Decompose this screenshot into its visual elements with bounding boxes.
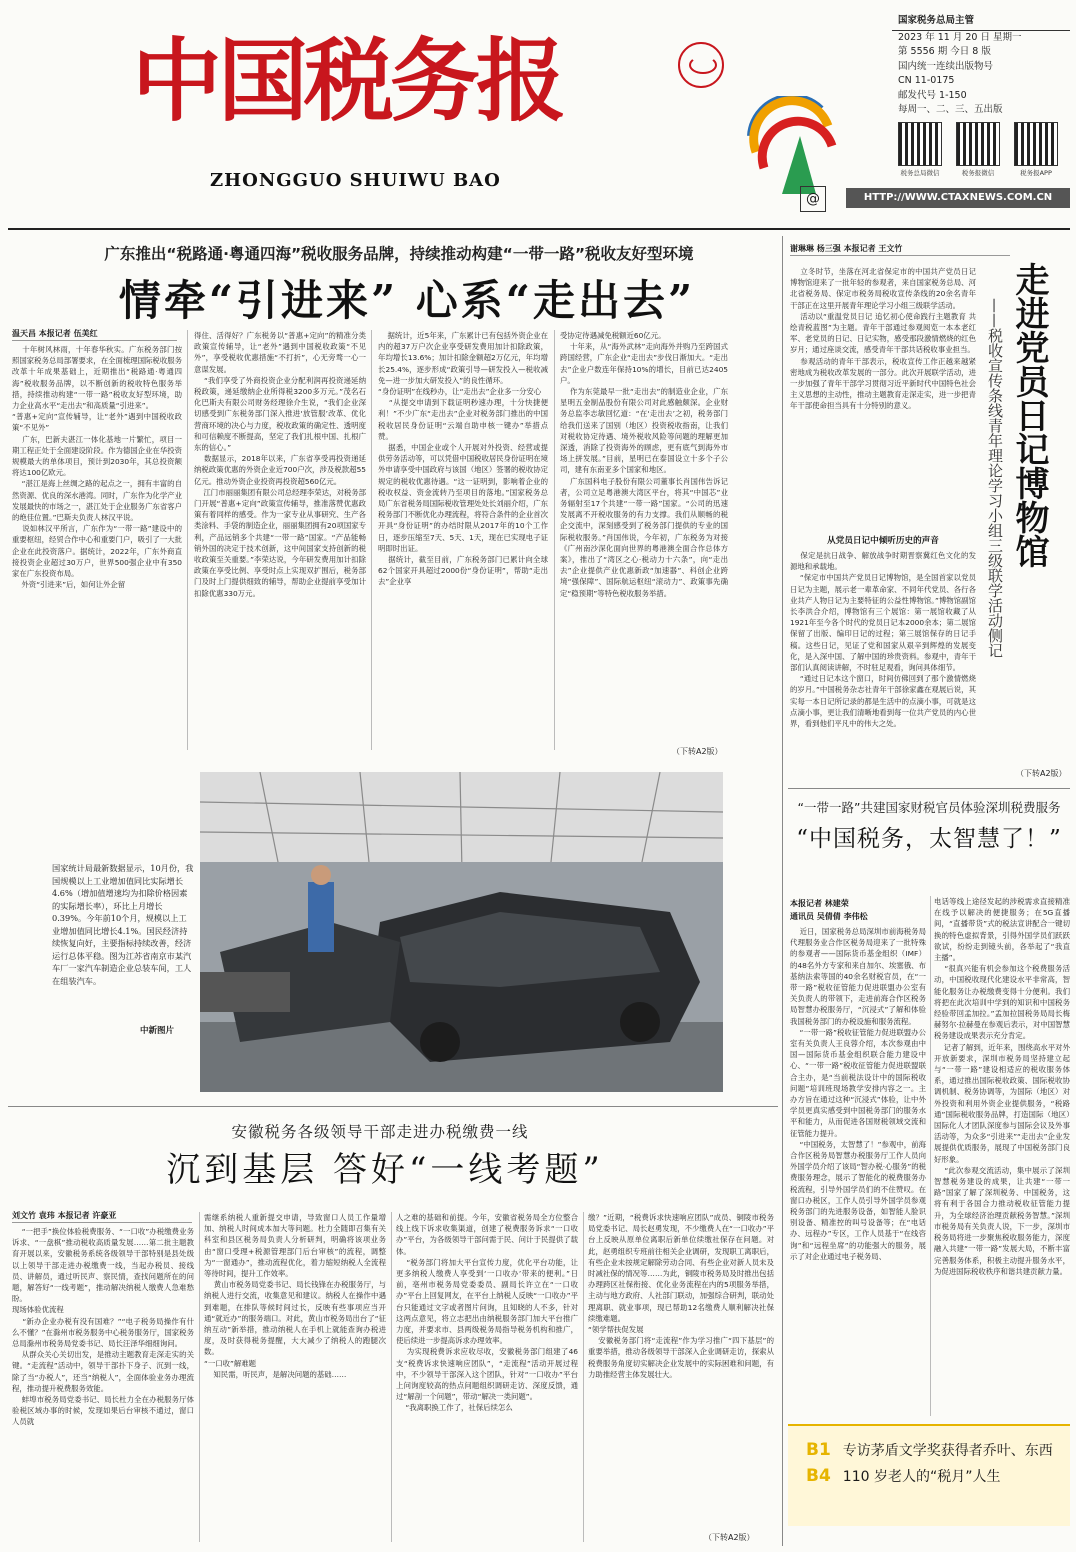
story3-kicker: “一带一路”共建国家财税官员体验深圳税费服务 (797, 800, 1061, 815)
right-story-continuation: （下转A2版） (1016, 769, 1067, 778)
story1-byline: 温天昌 本报记者 伍美红 (12, 328, 177, 341)
story2-continuation: （下转A2版） (704, 1533, 755, 1542)
info-line: 每周一、二、三、五出版 (898, 104, 1003, 115)
website-url[interactable]: HTTP://WWW.CTAXNEWS.COM.CN (846, 188, 1070, 208)
column-rule (554, 330, 555, 750)
story1-continuation: （下转A2版） (672, 747, 723, 756)
qr-icon (898, 122, 942, 166)
qr-icon (956, 122, 1000, 166)
index-item[interactable] (802, 1466, 1070, 1486)
story1-column: 十年树风林雨，十年春华秋实。广东税务部门按照国家税务总局部署要求，在全面梳理国际税收服务改革十年成果基础上，近期推出“税路通·粤通四海”税收服务品牌，以不断创新的税收特色服务举措，持续推动构建“一带一路”税收友好型环境，助力企业高水平“走出去”和高质量“引进来”。 “普惠+定向”宣传辅导，让“老外”遇到中国税收政策“不见外” 广东，巴新夫湛江一体化基地一片繁忙，项目一期工程正处于全面建设阶段。作为德国企业在华投资规模最大的单体项目，预计到2030年，其总投资额将达100亿欧元。 “湛江是海上丝绸之路的起点之一，拥有丰富的自然资源、优良的深水港湾。同时，广东作为化学产业发展最快的市场之一，湛江处于企业服务广东省客户的绝佳位置。”巴斯夫负责人林汉平说。 说如林汉平所言，广东作为“一带一路”建设中的重要枢纽，经贸合作中心和重要门户，吸引了一大批企业在此投资落户。据统计，2022年，广东外商直接投资企业超过30万户，世界500强企业中有350家在广东投资布局。 外资“引进来”后，如何让外企留 (12, 345, 182, 590)
story2-column: 需继系纳税人重新提交申请，导致窗口人员工作量增加、纳税人时间成本加大等问题。杜力全随即召集有关科室和县区税务局负责人分析研判，明确将该项业务由“窗口受理+税源管理部门后台审核”的流程，调整为“一窗通办”，推动流程优化，着力缩短纳税人全流程等待时间，提升工作效率。 黄山市税务局党委书记、局长钱锋在办税服务厅，与纳税人进行交流，收集意见和建议。纳税人在操作中遇到难题，在排队等候时间过长，反映有些事项应当开通“就近办”的服务端口。对此，黄山市税务局出台了“征纳互动”新举措，推动纳税人在手机上就能查询办税进度，及时获得税务提醒，大大减少了纳税人的跑腿次数。 “一口收”解难题 知民需，听民声，是解决问题的基础…… (204, 1213, 386, 1379)
story1-column: 得住、活得好？广东税务以“普惠+定向”的精准分类政策宣传辅导，让“老外”遇到中国税收政策“不见外”，享受税收优惠措施“不打折”，心无旁骛一心一意谋发展。 “我们享受了外商投资企业分配利润再投资递延纳税政策，递延缴纳企业所得税3200多万元。”茂名石化巴斯夫有限公司财务经理徐介生说，“我们企业深切感受到广东税务部门深入推进‘放管服’改革、优化营商环境的决心与力度，税收政策的确定性、透明度和可信赖度不断提高，坚定了我们扎根中国、扎根广东的信心。” 数据显示，2018年以来，广东省享受再投资递延纳税政策优惠的外资企业近700户次，涉及税款超55亿元。推动外资企业投资再投资超560亿元。 江门市丽丽集团有限公司总经理李荣达，对税务部门开展“普惠+定向”政策宣传辅导，推准落赞优惠政策有着同样的感受。作为一家专业从事研究、生产各类涂料、手袋的制造企业，丽丽集团拥有20项国家专利，产品远销多个共建“一带一路”国家。“产品能畅销外国的决定于技术创新，这中间国家支持创新的税收政策至关重要。”李荣达说，今年研发费用加计扣除政策在享受比例、享受时点上实现双扩围后，税务部门及时上门提供细致的辅导，帮助企业提前享受加计扣除优惠330万元。 (194, 331, 366, 598)
story1-column: 受协定待遇减免税额近60亿元。 十年来，从“海外武林”走向海外并购乃至跨国式跨国经营，广东企业“走出去”步伐日渐加大。“走出去”企业户数连年保持10%的增长，目前已达2405户。 作为东莞最早一批“走出去”的制造业企业，广东星明五金制品股份有限公司对此感触颇深。企业财务总监李志敏回忆道：“在‘走出去’之初，税务部门给我们送来了国别（地区）投资税收指南，让我们对税收协定待遇、境外税收风险等问题的理解更加深透，消除了投资海外的顾虑，更有底气到海外市场上拼发展。”目前，星明已在泰国设立十多个子公司，建有东南亚多个国家和地区。 广东国科电子股份有限公司董事长肖国伟告诉记者，公司立足粤港澳大湾区平台，将其“中国芯”业务辐射至17个共建“一带一路”国家。“公司的迅速发展离不开税收服务的有力支撑。我们从顺畅的税企交流中，深刻感受到了税务部门提供的专业的国际税收服务。”肖国伟说，今年初，广东税务为对接《广州南沙深化面向世界的粤港澳全面合作总体方案》，推出了“湾区之心·税动力十六条”，向“走出去”企业提供产业优惠新政“加速器”、科创企业跨境“强保障”、国际航运枢纽“滚动力”、政策事先确定“稳预期”等特色税收服务举措。 (560, 331, 728, 598)
qr-code-3 (1014, 122, 1058, 177)
seal-logo (678, 42, 724, 88)
qr-code-1 (898, 122, 942, 177)
info-line: 第 5556 期 今日 8 版 (898, 46, 991, 57)
column-rule (930, 896, 931, 1416)
story3-headline: “中国税务，太智慧了！” (796, 826, 1062, 852)
photo-caption: 国家统计局最新数据显示，10月份，我国规模以上工业增加值同比实际增长4.6%（增加值增速均为扣除价格因素的实际增长率），环比上月增长0.39%。今年前10个月，规模以上工业增加值同比增长4.1%。国民经济持续恢复向好，主要指标持续改善，经济运行总体平稳。图为江苏省南京市某汽车厂一家汽车制造企业总装车间，工人在组装汽车。 (52, 863, 194, 986)
qr-label: 税务总局微信 (900, 169, 940, 177)
column-rule (199, 1212, 200, 1542)
qr-label: 税务报微信 (961, 169, 995, 177)
story2-column: “一把手”换位体验税费服务、“一口收”办税缴费业务诉求、“一盘棋”推动税收高质量发展……第二批主题教育开展以来，安徽税务系统各级领导干部特别是县处级以上领导干部走进办税缴费一线，当起办税员、接线员、讲解员，通过听民声、察民情，查找问题所在的问题，解答好“一线考题”，推动解决纳税人缴费人急难愁盼。 现场体验优流程 “新办企业办税有没有国难？”“电子税务局操作有什么不懂？”在滁州市税务服务中心税务服务厅，国家税务总局滁州市税务局党委书记、局长汪泽华细细询问。 从群众关心关切出发，是推动主题教育走深走实的关键。“走流程”活动中，领导干部扑下身子、沉到一线，除了当“办税人”，还当“纳税人”，全面体验业务办理流程，推动提升税费服务效能。 蚌埠市税务局党委书记、局长杜力全在办税服务厅体验税区域办事的时候，发现如果后台审核不通过，窗口人员就 (12, 1227, 194, 1427)
emblem-logo (742, 96, 842, 200)
index-item[interactable] (802, 1440, 1070, 1460)
info-rule (892, 30, 1070, 31)
at-icon: @ (800, 186, 826, 212)
index-title: 专访茅盾文学奖获得者乔叶、东西 (842, 1443, 1053, 1459)
right-story-body: 立冬时节，坐落在河北省保定市的中国共产党员日记博物馆迎来了一批年轻的参观者，来自国家税务总局、河北省税务局、保定市税务局税收宣传条线的20余名青年干部正在这里开展青年理论学习小组三级联学活动。 活动以“重温党员日记 追忆初心使命践行主题教育 共绘青税蓝图”为主题。青年干部通过参观阅览一本本老红军、老党员的日记、日记实物，感受那段激情燃烧的红色岁月；通过座谈交流，感受青年干部共话税收事业担当。 参观活动的青年干部表示，税收宣传工作正越来越紧密地成为税收改革发展的一部分。此次开展联学活动，进一步加强了青年干部学习贯彻习近平新时代中国特色社会主义思想的主动性，推动主题教育走深走实，进一步把青年干部使命担当具有十分特别的意义。 (790, 267, 976, 411)
story3-column: 电话等线上途径发起的涉税需求直接精准在线予以解决的便捷服务；在5G直播间，“直播带货”式的税法宣讲配合一键切换的特色虚拟背景，引得外国学员们跃跃欲试，纷纷走到镜头前，各举起了“我直主播”。 “很真兴能有机会参加这个税费服务活动，中国税收现代化建设水平非常高，智能化服务让办税缴费变得十分便利。我们将把在此次培训中学到的知识和中国税务经验带回孟加拉。”孟加拉国税务局局长梅赫努尔·拉赫曼在参观后表示，对中国智慧税务建设成果表示充分肯定。 记者了解到，近年来，围绕高水平对外开放新要求，深圳市税务局坚持建立起与“一带一路”建设相适应的税收服务体系，通过推出国际税收政策、国际税收协调机制、税务协调等，为国际（地区）对外投资和利用外资企业提供服务，“税路通”国际税收服务品牌，打造国际（地区）国际化人才团队深度参与国际会议及外事活动等，为众多“引进来”“走出去”企业发展提供优质服务，展现了中国税务部门良好形象。 “此次参观交流活动，集中展示了深圳智慧税务建设的成果，让共建“一带一路”国家了解了深圳税务、中国税务，这将有利于各国合力推动税收征管能力提升，为全球经济治理贡献税务智慧。”深圳市税务局有关负责人说，下一步，深圳市税务局将进一步聚焦税收服务能力，深度融入共建“一带一路”发展大局，不断丰富完善服务体系，积极主动提升服务水平，为促进国际税收秩序和谐共建贡献力量。 (934, 897, 1070, 1276)
qr-icon (1014, 122, 1058, 166)
info-line: CN 11-0175 (898, 75, 955, 86)
page-index (788, 1424, 1070, 1526)
column-rule (187, 330, 188, 750)
story3-byline: 本报记者 林建荣 (790, 899, 849, 908)
right-story-body: 保定是抗日战争、解放战争时期晋察冀红色文化的发源地和承载地。 “保定市中国共产党员日记博物馆，是全国首家以党员日记为主题，展示老一辈革命家、不同年代党员、各行各业共产人物日记为主要特征的公益性博物馆。”博物馆副馆长李洪合介绍，博物馆有三个展馆：第一展馆收藏了从1921年至今各个时代的党员日记本2000余本；第二展馆保留了出版、编印日记的过程；第三展馆保存的日记手稿。这些日记，见证了党和国家从艰辛到辉煌的发展变化，是入深中国、了解中国的珍贵资料。参观中，青年干部们认真阅读讲解，不时驻足观看，询问具体细节。 “通过日记本这个窗口，时间仿佛回到了那个激情燃烧的岁月。”中国税务杂志社青年干部徐家鑫在观展后说，其实每一本日记所记录的都是生活中的点滴小事，可就是这点滴小事，更让我们清晰地看到每一位共产党员的内心世界，看到他们平凡中的伟大之处。 (790, 551, 976, 729)
story2-headline: 沉到基层 答好“一线考题” (166, 1150, 604, 1190)
column-rule (583, 1212, 584, 1542)
info-line: 国内统一连续出版物号 (898, 60, 994, 72)
section-divider (782, 236, 783, 1546)
story1-headline: 情牵“引进来” 心系“走出去” (118, 276, 696, 325)
index-title: 110 岁老人的“税月”人生 (842, 1469, 1001, 1485)
column-rule (391, 1212, 392, 1542)
story2-column: 人之难的基础和前提。今年，安徽省税务局全方位整合线上线下诉求收集渠道，创建了税费服务诉求“一口收办”平台，为各级领导干部问需于民、问计于民提供了载体。 “税务部门将加大平台宣传力度，优化平台功能，让更多纳税人缴费人享受到‘一口收办’带来的便利。”日前，亳州市税务局党委委员、副局长许立在“一口收办”平台上回复网友，在平台上纳税人反映“一口收办”平台只能通过文字或者图片问询，且知晓的人不多，针对这两点意见，将立志把出由纳税服务部门加大平台推广力度，并要求市、县两级税务局指导税务机构和推广，使后续进一步提高诉求办理效率。 为实现税费诉求应收尽收，安徽税务部门组建了46支“税费诉求快速响应团队”，“走流程”活动开展过程中，不少领导干部深入这个团队，针对“一口收办”平台上问询度较高的热点问题组织调研走访、深度反馈，通过“解剖一个问题”，带动“解决一类问题”。 “我离职换工作了，社保后续怎么 (396, 1213, 578, 1413)
section-divider (8, 1106, 778, 1107)
info-line: 邮发代号 1-150 (898, 89, 967, 101)
photo-credit: 中新图片 (140, 1026, 175, 1036)
story2-column: 缴？”近期，“税费诉求快速响应团队”成员、铜陵市税务局党委书记、局长赵勇发现，不少缴费人在“一口收办”平台上反映从原单位离职后新单位续缴社保存在问题。对此，赵勇组织专班前往相关企业调研，发现职工离职后，有些企业未按规定解除劳动合同、有些企业对新人员未及时减社保的情况等……为此，铜陵市税务局及时推出包括办理跨区社保衔接、优化业务流程在内的5项服务举措，主动与地方政府、人社部门联动，加强综合研判，联动处理离职、就业事项，现已帮助12名缴费人顺利解决社保续缴难题。 “领学帮扶促发展 安徽税务部门将“走流程”作为学习推广“四下基层”的重要举措，推动各级领导干部深入企业调研走访，探索从税费服务角度切实解决企业发展中的实际困难和问题，有力助推经营主体发展壮大。 (588, 1213, 774, 1379)
index-page: B1 (806, 1440, 831, 1460)
info-line: 2023 年 11 月 20 日 星期一 (898, 31, 1022, 43)
car-factory-photo (200, 772, 723, 1092)
story2-kicker: 安徽税务各级领导干部走进办税缴费一线 (231, 1123, 529, 1141)
section-divider (788, 788, 1070, 789)
masthead-pinyin: ZHONGGUO SHUIWU BAO (210, 170, 501, 191)
story1-column: 据统计，近5年来，广东累计已有包括外资企业在内的超37万户次企业享受研发费用加计扣除政策，年均增长13.6%；加计扣除金额超2万亿元，年均增长25.4%，逐步形成“政策引导—研发投入—税收减免—进一步加大研发投入”的良性循环。 “身份证明”在线秒办，让“走出去”企业多一分安心 “从提交申请到下载证明秒速办理，十分快捷便利！”不少广东“走出去”企业对税务部门推出的中国税收居民身份证明“云端自助申核一键办”举措点赞。 据悉，中国企业或个人开展对外投资、经营或提供劳务活动等，可以凭借中国税收居民身份证明在境外申请享受中国政府与该国（地区）签署的税收协定规定的税收优惠待遇。“这一证明到，影响着企业的税收权益、资金流转乃至项目的落地。”国家税务总局广东省税务局国际税收管理处处长刘丽介绍，广东税务部门不断优化办理流程，将符合条件的企业首次开具“身份证明”的办结时限从2017年的10个工作日，逐步压缩至7天、5天、1天，现在已实现电子证明即时出证。 据统计，截至目前，广东税务部门已累计向全球62个国家开具超过2000份“身份证明”，帮助“走出去”企业享 (378, 331, 548, 587)
right-story-subhead: 从党员日记中倾听历史的声音 (827, 536, 939, 546)
info-line: 国家税务总局主管 (898, 15, 975, 26)
story2-byline: 刘文竹 袁玮 本报记者 许豪亚 (12, 1210, 192, 1223)
column-rule (371, 330, 372, 750)
story3-column: 近日，国家税务总局深圳市前海税务局代理服务业合作区税务局迎来了一批特殊的参观者——国际货币基金组织（IMF）的48名外方专家和来自加尔、埃塞俄、布基纳法索等国的40余名财税官员，在“一带一路”税收征管能力促进联盟办公室有关负责人的带领下，走进前海合作区税务局智慧办税服务厅，“沉浸式”了解和体验我国税务部门的办税设施和服务流程。 “一带一路”税收征管能力促进联盟办公室有关负责人王良蓉介绍，本次参观由中国—国际货币基金组织联合能力建设中心、“一带一路”税收征管能力促进联盟联合主办，是“当前税法设计中的国际税收问题”培训班现场教学安排内容之一。主办方旨在通过这种“沉浸式”体验，让中外学员更真实感受到中国税务部门的服务水平和能力，从而促进各国财税领域交流和征管能力提升。 “中国税务，太智慧了！”参观中，前海合作区税务局智慧办税服务厅工作人员向外国学员介绍了该局“智办税·心服务”的税费服务理念，展示了智能化的税费服务办税流程，引导外国学员们的不住赞叹。在窗口办税区，工作人员引导外国学员参观税务部门的先进服务设备，如智能人脸识别设备、精准控的叫号设备等；在“电话办、远程办”专区，工作人员基于“在线咨询”和“远程坐席”的功能强大的服务，展示了对企业通过电子税务局、 (790, 927, 926, 1261)
right-story-byline: 谢琳琳 杨三强 本报记者 王文竹 (790, 243, 1010, 256)
story3-byline: 通讯员 吴倩倩 李伟松 (790, 912, 868, 921)
qr-label: 税务报APP (1020, 169, 1052, 177)
right-story-subtitle: ——税收宣传条线青年理论学习小组三级联学活动侧记 (986, 298, 1004, 658)
masthead-divider (8, 228, 1070, 230)
qr-code-2 (956, 122, 1000, 177)
index-page: B4 (806, 1466, 831, 1486)
story1-kicker: 广东推出“税路通·粤通四海”税收服务品牌，持续推动构建“一带一路”税收友好型环境 (104, 245, 694, 263)
right-story-title: 走进党员日记博物馆 (1009, 262, 1049, 568)
masthead-title: 中国税务报 (132, 28, 562, 134)
